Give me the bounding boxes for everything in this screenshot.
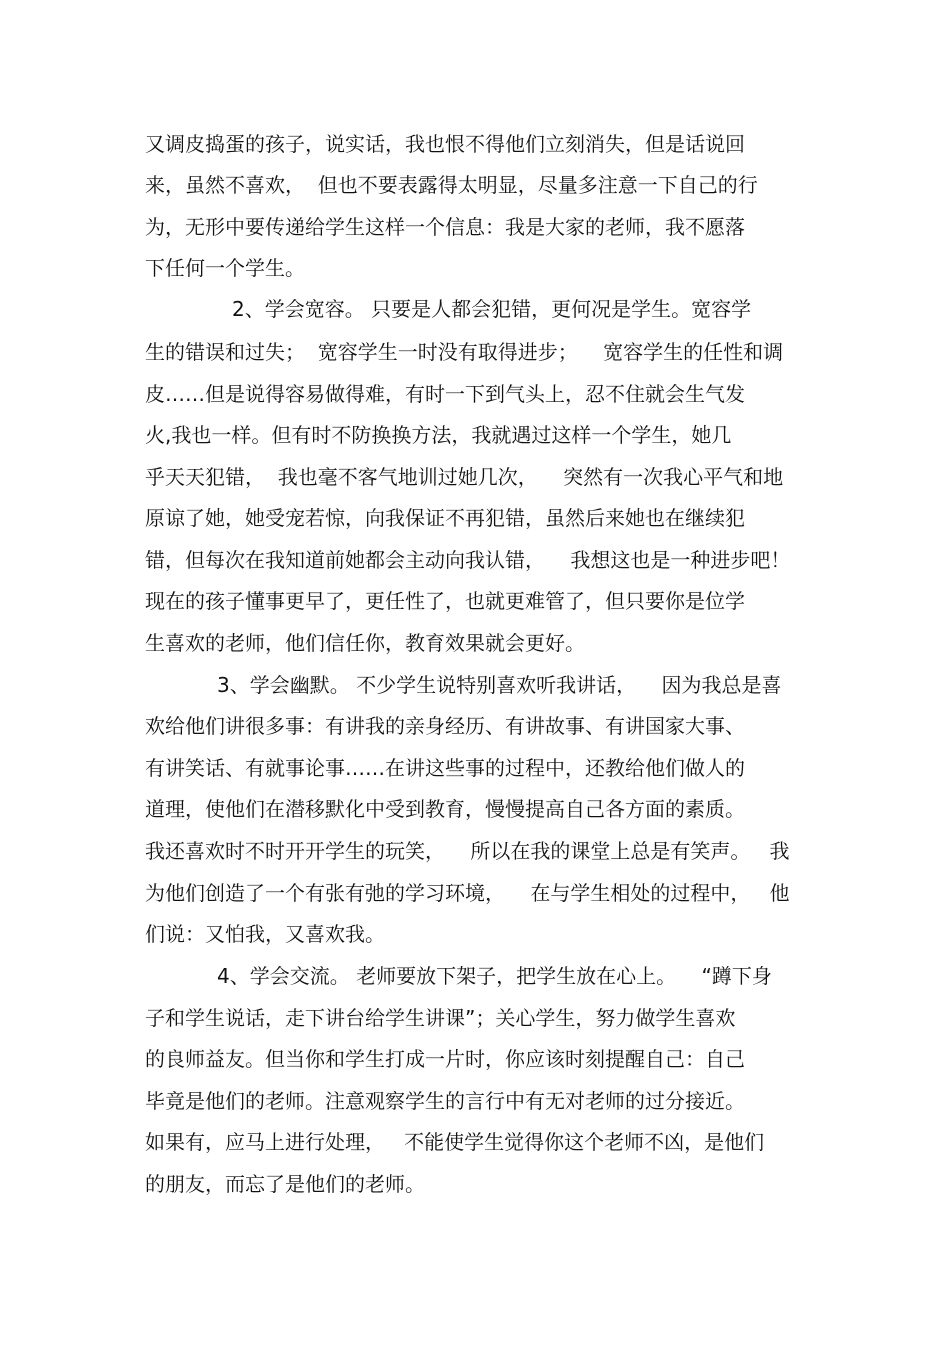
text-line: 们说：又怕我，又喜欢我。	[145, 922, 385, 946]
section-heading-line: 4、学会交流。 老师要放下架子，把学生放在心上。 “蹲下身	[217, 964, 772, 988]
text-line: 为他们创造了一个有张有弛的学习环境， 在与学生相处的过程中， 他	[145, 881, 790, 905]
text-line: 子和学生说话，走下讲台给学生讲课”；关心学生，努力做学生喜欢	[145, 1006, 736, 1030]
text-line: 我还喜欢时不时开开学生的玩笑， 所以在我的课堂上总是有笑声。 我	[145, 839, 790, 863]
text-line: 原谅了她，她受宠若惊，向我保证不再犯错，虽然后来她也在继续犯	[145, 506, 745, 530]
text-line: 为，无形中要传递给学生这样一个信息：我是大家的老师，我不愿落	[145, 215, 745, 239]
text-line: 下任何一个学生。	[145, 256, 305, 280]
text-line: 生的错误和过失； 宽容学生一时没有取得进步； 宽容学生的任性和调	[145, 340, 784, 364]
text-line: 的良师益友。但当你和学生打成一片时，你应该时刻提醒自己：自己	[145, 1047, 745, 1071]
text-line: 又调皮捣蛋的孩子，说实话，我也恨不得他们立刻消失，但是话说回	[145, 132, 745, 156]
text-line: 皮……但是说得容易做得难，有时一下到气头上，忍不住就会生气发	[145, 382, 745, 406]
text-line: 来，虽然不喜欢， 但也不要表露得太明显，尽量多注意一下自己的行	[145, 173, 758, 197]
section-heading-line: 2、学会宽容。 只要是人都会犯错，更何况是学生。宽容学	[232, 297, 752, 321]
text-line: 有讲笑话、有就事论事……在讲这些事的过程中，还教给他们做人的	[145, 756, 745, 780]
text-line: 欢给他们讲很多事：有讲我的亲身经历、有讲故事、有讲国家大事、	[145, 714, 745, 738]
text-line: 现在的孩子懂事更早了，更任性了，也就更难管了，但只要你是位学	[145, 589, 745, 613]
text-line: 火,我也一样。但有时不防换换方法，我就遇过这样一个学生，她几	[145, 423, 732, 447]
text-line: 道理，使他们在潜移默化中受到教育，慢慢提高自己各方面的素质。	[145, 797, 745, 821]
section-heading-line: 3、学会幽默。 不少学生说特别喜欢听我讲话， 因为我总是喜	[217, 673, 782, 697]
text-line: 如果有，应马上进行处理， 不能使学生觉得你这个老师不凶，是他们	[145, 1130, 765, 1154]
text-line: 生喜欢的老师，他们信任你，教育效果就会更好。	[145, 631, 585, 655]
text-line: 毕竟是他们的老师。注意观察学生的言行中有无对老师的过分接近。	[145, 1089, 745, 1113]
text-line: 乎天天犯错， 我也毫不客气地训过她几次， 突然有一次我心平气和地	[145, 465, 784, 489]
text-line: 错，但每次在我知道前她都会主动向我认错， 我想这也是一种进步吧！	[145, 548, 791, 572]
text-line: 的朋友，而忘了是他们的老师。	[145, 1172, 425, 1196]
